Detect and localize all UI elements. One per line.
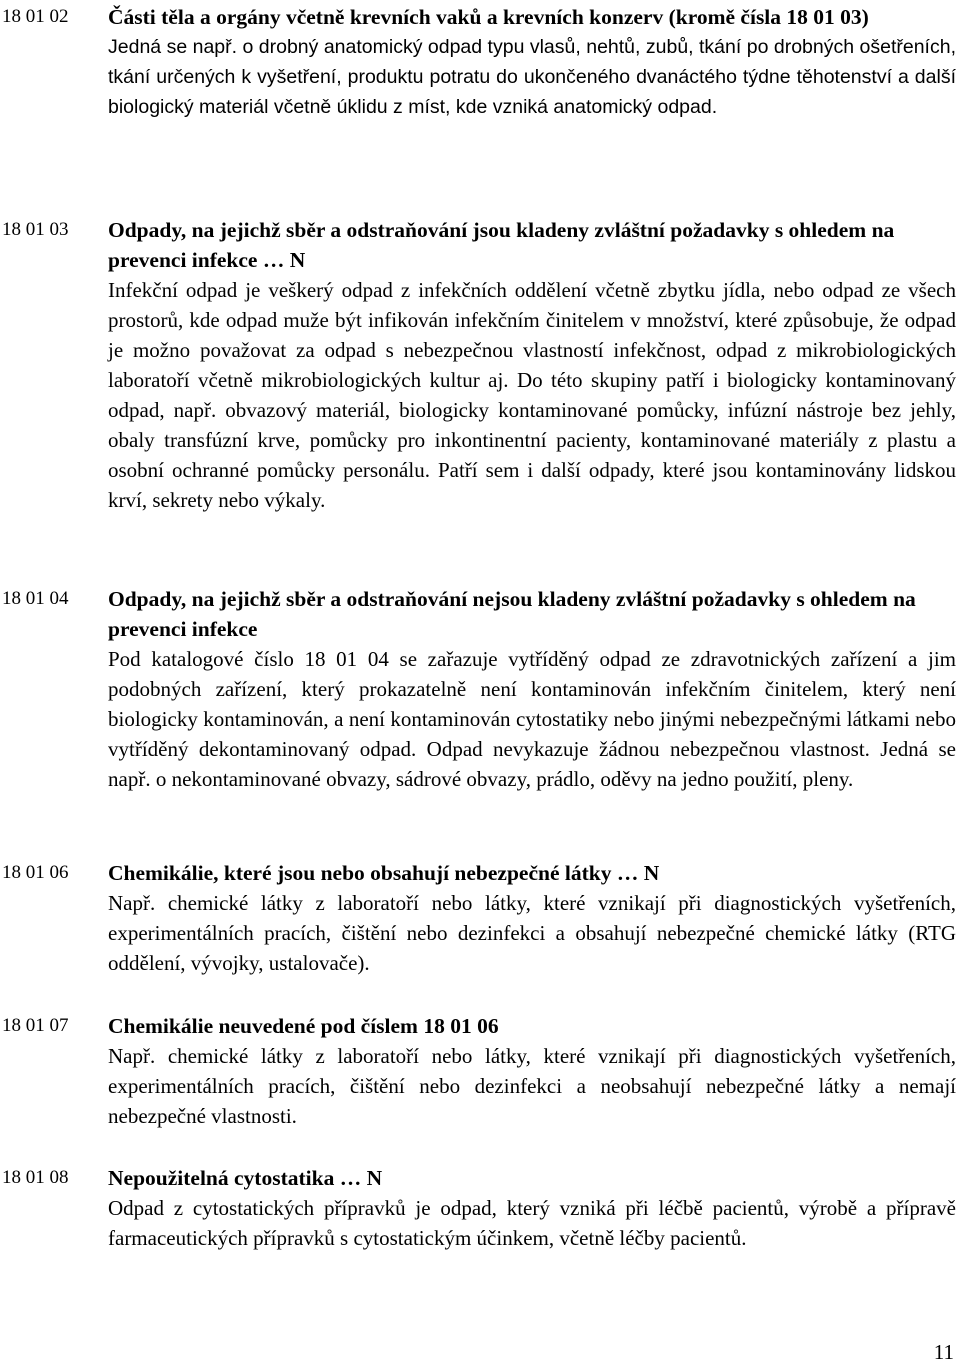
entry-title: Nepoužitelná cytostatika … N: [108, 1166, 383, 1190]
page-number: 11: [933, 1340, 954, 1364]
waste-entry-18-01-02: [2, 2, 956, 122]
entry-content: [108, 2, 956, 122]
catalog-code: 18 01 08: [2, 1167, 69, 1188]
entry-content: [108, 1163, 956, 1253]
entry-description: Např. chemické látky z laboratoří nebo látky, které vznikají při diagnostických vyšetřeních, experimentálních pracích, čištění nebo dezinfekci a neobsahují nebezpečné látky a nemají nebezpečné vlastnosti.: [108, 1044, 956, 1128]
entry-title: Odpady, na jejichž sběr a odstraňování nejsou kladeny zvláštní požadavky s ohledem na prevenci infekce: [108, 587, 916, 641]
waste-entry-18-01-07: [2, 1011, 956, 1131]
catalog-code: 18 01 02: [2, 6, 69, 27]
catalog-code: 18 01 03: [2, 219, 69, 240]
entry-content: [108, 584, 956, 794]
entry-title: Chemikálie neuvedené pod číslem 18 01 06: [108, 1014, 499, 1038]
entry-description: Jedná se např. o drobný anatomický odpad typu vlasů, nehtů, zubů, tkání po drobných ošetřeních, tkání určených k vyšetření, produktu potratu do ukončeného dvanáctého týdne těhotenství a další biologický materiál včetně úklidu z míst, kde vzniká anatomický odpad.: [108, 36, 956, 118]
entry-title: Části těla a orgány včetně krevních vaků a krevních konzerv (kromě čísla 18 01 03): [108, 5, 869, 29]
entry-content: [108, 1011, 956, 1131]
entry-title: Odpady, na jejichž sběr a odstraňování jsou kladeny zvláštní požadavky s ohledem na prevenci infekce … N: [108, 218, 895, 272]
waste-entry-18-01-08: [2, 1163, 956, 1253]
entry-description: Pod katalogové číslo 18 01 04 se zařazuje vytříděný odpad ze zdravotnických zařízení a jim podobných zařízení, který prokazatelně není kontaminován infekčním činitelem, který není biologicky kontaminován, a není kontaminován cytostatiky nebo jinými nebezpečnými látkami nebo vytříděný dekontaminovaný odpad. Odpad nevykazuje žádnou nebezpečnou vlastnost. Jedná se např. o nekontaminované obvazy, sádrové obvazy, prádlo, oděvy na jedno použití, pleny.: [108, 647, 956, 791]
catalog-code: 18 01 06: [2, 862, 69, 883]
entry-content: [108, 215, 956, 515]
waste-entry-18-01-03: [2, 215, 956, 515]
entry-description: Např. chemické látky z laboratoří nebo látky, které vznikají při diagnostických vyšetřeních, experimentálních pracích, čištění nebo dezinfekci a obsahují nebezpečné chemické látky (RTG oddělení, vývojky, ustalovače).: [108, 891, 956, 975]
catalog-code: 18 01 07: [2, 1015, 69, 1036]
entry-content: [108, 858, 956, 978]
entry-description: Odpad z cytostatických přípravků je odpad, který vzniká při léčbě pacientů, výrobě a přípravě farmaceutických přípravků s cytostatickým účinkem, včetně léčby pacientů.: [108, 1196, 956, 1250]
entry-title: Chemikálie, které jsou nebo obsahují nebezpečné látky … N: [108, 861, 660, 885]
waste-entry-18-01-04: [2, 584, 956, 794]
entry-description: Infekční odpad je veškerý odpad z infekčních oddělení včetně zbytku jídla, nebo odpad ze všech prostorů, kde odpad muže být infikován infekčním činitelem v množství, které způsobuje, že odpad je možno považovat za odpad s nebezpečnou vlastností infekčnost, odpad z mikrobiologických laboratoří včetně mikrobiologických kultur aj. Do této skupiny patří i biologicky kontaminovaný odpad, např. obvazový materiál, biologicky kontaminované pomůcky, infúzní nástroje bez jehly, obaly transfúzní krve, pomůcky pro inkontinentní pacienty, kontaminované materiály z plastu a osobní ochranné pomůcky personálu. Patří sem i další odpady, které jsou kontaminovány lidskou krví, sekrety nebo výkaly.: [108, 278, 956, 512]
waste-entry-18-01-06: [2, 858, 956, 978]
catalog-code: 18 01 04: [2, 588, 69, 609]
